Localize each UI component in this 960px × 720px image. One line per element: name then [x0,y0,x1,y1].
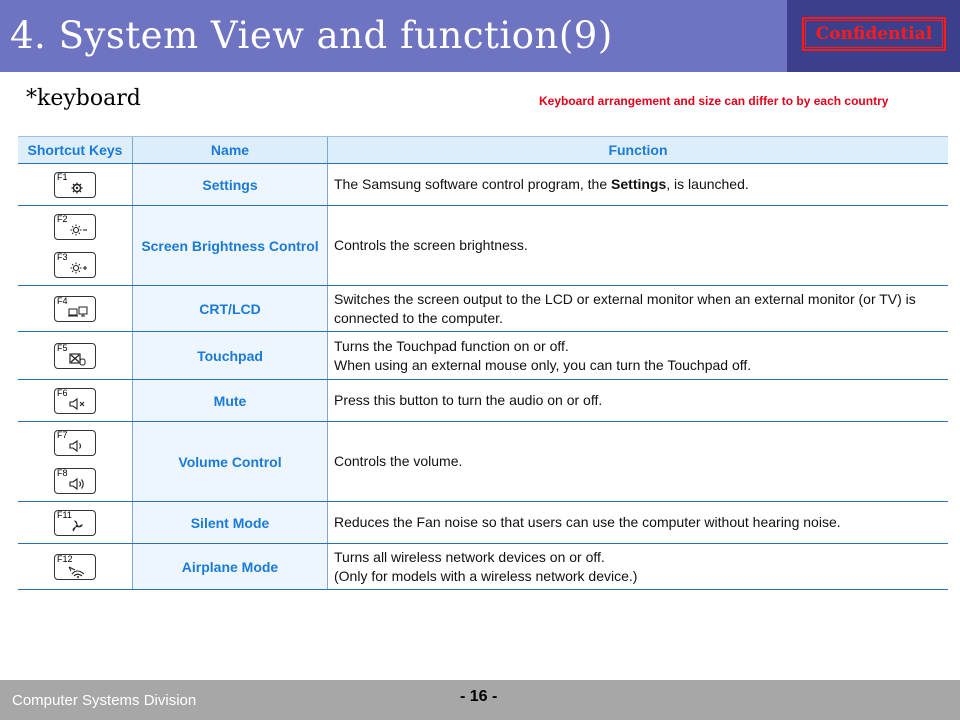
function-name: Airplane Mode [133,544,328,590]
confidential-badge: Confidential [802,17,946,51]
function-name: Settings [133,164,328,206]
shortcut-keys-cell [18,286,133,332]
header-name: Name [133,137,328,164]
table-row [18,422,948,502]
keycap-label: F3 [57,251,68,262]
shortcut-keys-cell [18,206,133,286]
keycap-f7 [54,430,96,456]
display-switch-icon [68,304,88,320]
fan-icon [68,518,88,534]
table-body [18,164,948,590]
keycap-f5 [54,343,96,369]
keycap-f1 [54,172,96,198]
function-description: Controls the volume. [328,422,949,502]
shortcut-keys-cell [18,164,133,206]
function-description: Turns all wireless network devices on or off. (Only for models with a wireless network device.) [328,544,949,590]
keyboard-note: Keyboard arrangement and size can differ to by each country [539,94,889,108]
header-shortcut-keys: Shortcut Keys [18,137,133,164]
function-description: Turns the Touchpad function on or off. When using an external mouse only, you can turn the Touchpad off. [328,332,949,380]
shortcut-keys-cell [18,380,133,422]
settings-gear-icon [68,180,88,196]
shortcut-keys-cell [18,422,133,502]
function-name: Volume Control [133,422,328,502]
brightness-up-icon [68,260,88,276]
table-row [18,286,948,332]
touchpad-toggle-icon [68,351,88,367]
keycap-label: F2 [57,213,68,224]
table-row [18,380,948,422]
volume-up-icon [68,476,88,492]
volume-down-icon [68,438,88,454]
function-name: Mute [133,380,328,422]
table-row [18,502,948,544]
shortcut-table [18,136,948,590]
keycap-label: F12 [57,553,73,564]
mute-icon [68,396,88,412]
function-description: Controls the screen brightness. [328,206,949,286]
keycap-label: F5 [57,342,68,353]
table-header-row [18,137,948,164]
keycap-label: F7 [57,429,68,440]
keycap-label: F1 [57,171,68,182]
keycap-f3 [54,252,96,278]
shortcut-keys-cell [18,502,133,544]
function-description: Reduces the Fan noise so that users can use the computer without hearing noise. [328,502,949,544]
shortcut-keys-cell [18,332,133,380]
keycap-f11 [54,510,96,536]
table-row [18,164,948,206]
keycap-f8 [54,468,96,494]
table-row [18,332,948,380]
function-name: Touchpad [133,332,328,380]
brightness-down-icon [68,222,88,238]
function-name: CRT/LCD [133,286,328,332]
keycap-f2 [54,214,96,240]
table-row [18,544,948,590]
keycap-label: F4 [57,295,68,306]
function-name: Silent Mode [133,502,328,544]
keycap-f6 [54,388,96,414]
function-name: Screen Brightness Control [133,206,328,286]
keycap-label: F8 [57,467,68,478]
keycap-label: F6 [57,387,68,398]
function-description: Press this button to turn the audio on or off. [328,380,949,422]
keycap-label: F11 [57,509,72,520]
page-number: - 16 - [460,688,498,705]
section-title: *keyboard [26,86,141,111]
header-function: Function [328,137,949,164]
footer-division: Computer Systems Division [12,692,197,709]
keycap-f12 [54,554,96,580]
function-description: The Samsung software control program, the Settings, is launched. [328,164,949,206]
airplane-wifi-icon [68,562,88,578]
table-row [18,206,948,286]
function-description: Switches the screen output to the LCD or external monitor when an external monitor (or TV) is connected to the computer. [328,286,949,332]
slide-title: 4. System View and function(9) [10,14,613,57]
keycap-f4 [54,296,96,322]
shortcut-keys-cell [18,544,133,590]
